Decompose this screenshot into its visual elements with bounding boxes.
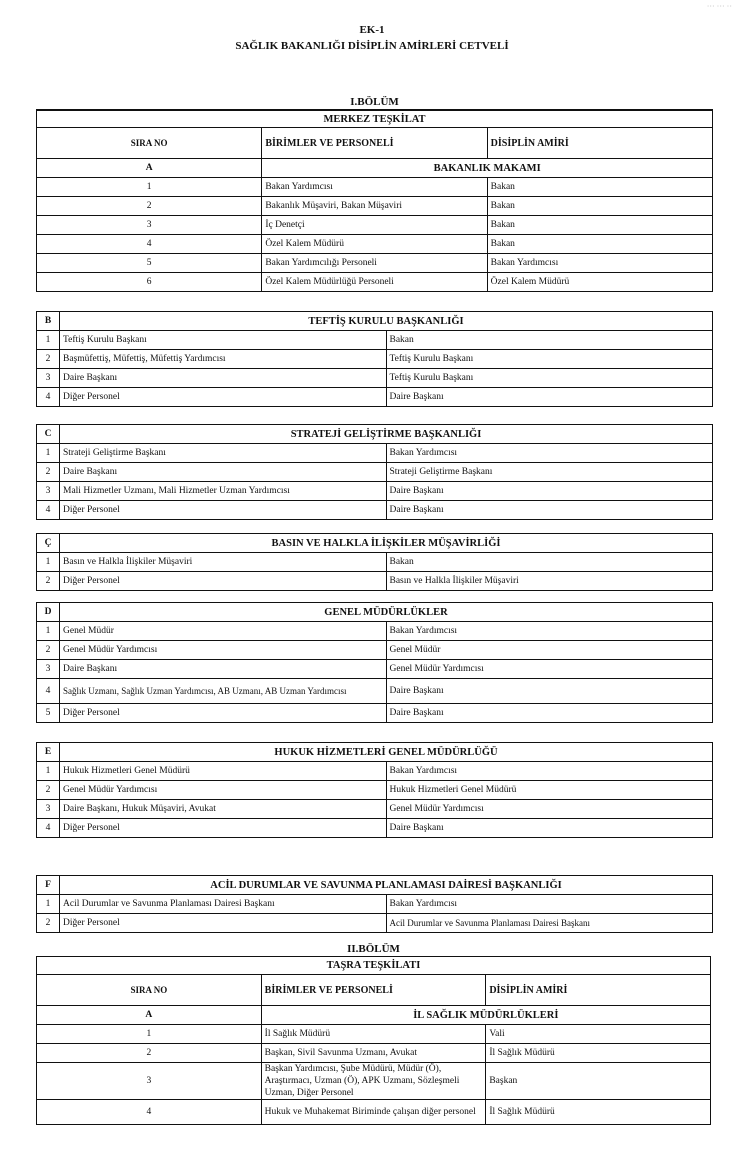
- row-superior: Başkan: [486, 1063, 711, 1100]
- row-superior: Acil Durumlar ve Savunma Planlaması Dairesi Başkanı: [386, 914, 713, 933]
- row-no: 4: [37, 1100, 262, 1125]
- group-title: STRATEJİ GELİŞTİRME BAŞKANLIĞI: [60, 425, 713, 444]
- group-code: F: [37, 876, 60, 895]
- row-unit: Başkan, Sivil Savunma Uzmanı, Avukat: [261, 1044, 486, 1063]
- row-superior: İl Sağlık Müdürü: [486, 1100, 711, 1125]
- group-title: BAKANLIK MAKAMI: [262, 159, 713, 178]
- group-table: [36, 742, 713, 838]
- row-superior: Bakan Yardımcısı: [386, 762, 713, 781]
- group-code: E: [37, 743, 60, 762]
- col-superior-header: DİSİPLİN AMİRİ: [487, 128, 712, 159]
- row-superior: Bakan: [487, 178, 712, 197]
- row-unit: Hukuk ve Muhakemat Biriminde çalışan diğer personel: [261, 1100, 486, 1125]
- table-row: [37, 369, 713, 388]
- row-unit: Strateji Geliştirme Başkanı: [60, 444, 387, 463]
- table-row: [37, 350, 713, 369]
- table-row: [37, 641, 713, 660]
- row-no: 1: [37, 553, 60, 572]
- group-table: [36, 533, 713, 591]
- row-unit: Başmüfettiş, Müfettiş, Müfettiş Yardımcısı: [60, 350, 387, 369]
- table-row: [37, 819, 713, 838]
- part1-header-block: [36, 95, 713, 292]
- part1-table-a: [36, 110, 713, 292]
- table-row: [37, 553, 713, 572]
- group-header: [37, 876, 713, 895]
- row-no: 2: [37, 914, 60, 933]
- group-code: D: [37, 603, 60, 622]
- group-table: [36, 311, 713, 407]
- row-no: 2: [37, 1044, 262, 1063]
- table-row: [37, 622, 713, 641]
- row-no: 1: [37, 331, 60, 350]
- table-row: [37, 444, 713, 463]
- row-unit: İç Denetçi: [262, 216, 487, 235]
- row-no: 2: [37, 350, 60, 369]
- row-unit: İl Sağlık Müdürü: [261, 1025, 486, 1044]
- row-unit: Hukuk Hizmetleri Genel Müdürü: [60, 762, 387, 781]
- row-unit: Genel Müdür Yardımcısı: [60, 641, 387, 660]
- row-no: 2: [37, 463, 60, 482]
- row-unit: Diğer Personel: [60, 819, 387, 838]
- annex-label: EK-1: [359, 24, 385, 36]
- table-row: [37, 501, 713, 520]
- row-no: 3: [37, 216, 262, 235]
- row-superior: Bakan: [487, 216, 712, 235]
- col-superior-header: DİSİPLİN AMİRİ: [486, 975, 711, 1006]
- row-unit: Bakan Yardımcısı: [262, 178, 487, 197]
- group-code: C: [37, 425, 60, 444]
- row-superior: Genel Müdür Yardımcısı: [386, 660, 713, 679]
- table-row: [37, 1044, 711, 1063]
- group-header: [37, 603, 713, 622]
- row-superior: Genel Müdür Yardımcısı: [386, 800, 713, 819]
- group-table: [36, 602, 713, 723]
- row-no: 3: [37, 369, 60, 388]
- group-title: TEFTİŞ KURULU BAŞKANLIĞI: [60, 312, 713, 331]
- table-row: [37, 762, 713, 781]
- row-unit: Daire Başkanı, Hukuk Müşaviri, Avukat: [60, 800, 387, 819]
- group-block-d: [36, 602, 713, 723]
- table-row: [37, 1025, 711, 1044]
- col-no-header: SIRA NO: [37, 128, 262, 159]
- part2-org-title: TAŞRA TEŞKİLATI: [37, 957, 711, 975]
- col-unit-header: BİRİMLER VE PERSONELİ: [261, 975, 486, 1006]
- group-code: A: [37, 159, 262, 178]
- group-block-c: [36, 424, 713, 520]
- group-title: ACİL DURUMLAR VE SAVUNMA PLANLAMASI DAİRESİ BAŞKANLIĞI: [60, 876, 713, 895]
- table-row: [37, 331, 713, 350]
- row-no: 1: [37, 1025, 262, 1044]
- row-no: 4: [37, 819, 60, 838]
- row-unit: Genel Müdür Yardımcısı: [60, 781, 387, 800]
- row-no: 2: [37, 641, 60, 660]
- row-no: 4: [37, 501, 60, 520]
- group-table: [36, 875, 713, 933]
- table-row: [37, 216, 713, 235]
- row-superior: Teftiş Kurulu Başkanı: [386, 369, 713, 388]
- group-block-f: [36, 875, 713, 933]
- row-superior: Strateji Geliştirme Başkanı: [386, 463, 713, 482]
- table-row: [37, 273, 713, 292]
- part1-org-title: MERKEZ TEŞKİLAT: [37, 111, 713, 128]
- group-header: [37, 743, 713, 762]
- group-code: Ç: [37, 534, 60, 553]
- row-superior: Bakan Yardımcısı: [386, 622, 713, 641]
- table-row: [37, 800, 713, 819]
- part1-column-header: [37, 128, 713, 159]
- row-no: 5: [37, 254, 262, 273]
- row-superior: Basın ve Halkla İlişkiler Müşaviri: [386, 572, 713, 591]
- group-table: [36, 424, 713, 520]
- row-no: 1: [37, 622, 60, 641]
- part2-block: [36, 942, 711, 1125]
- row-no: 1: [37, 178, 262, 197]
- group-header: [37, 534, 713, 553]
- part1-label: I.BÖLÜM: [36, 95, 713, 110]
- part2-table: [36, 956, 711, 1125]
- row-superior: Bakan Yardımcısı: [386, 895, 713, 914]
- row-no: 4: [37, 679, 60, 704]
- row-superior: Bakan Yardımcısı: [386, 444, 713, 463]
- row-superior: Bakan Yardımcısı: [487, 254, 712, 273]
- document-title: SAĞLIK BAKANLIĞI DİSİPLİN AMİRLERİ CETVELİ: [235, 40, 509, 52]
- part2-column-header: [37, 975, 711, 1006]
- group-title: HUKUK HİZMETLERİ GENEL MÜDÜRLÜĞÜ: [60, 743, 713, 762]
- row-unit: Bakan Yardımcılığı Personeli: [262, 254, 487, 273]
- col-no-header: SIRA NO: [37, 975, 262, 1006]
- row-superior: Özel Kalem Müdürü: [487, 273, 712, 292]
- group-code: A: [37, 1006, 262, 1025]
- group-block-e: [36, 742, 713, 838]
- part2-label: II.BÖLÜM: [347, 943, 400, 955]
- row-unit: Daire Başkanı: [60, 660, 387, 679]
- row-unit: Mali Hizmetler Uzmanı, Mali Hizmetler Uzman Yardımcısı: [60, 482, 387, 501]
- corner-mark: ··· ··· ··: [706, 2, 732, 11]
- group-title: İL SAĞLIK MÜDÜRLÜKLERİ: [261, 1006, 710, 1025]
- row-superior: İl Sağlık Müdürü: [486, 1044, 711, 1063]
- row-no: 1: [37, 444, 60, 463]
- row-no: 3: [37, 800, 60, 819]
- row-unit: Basın ve Halkla İlişkiler Müşaviri: [60, 553, 387, 572]
- row-unit: Daire Başkanı: [60, 369, 387, 388]
- group-title: BASIN VE HALKLA İLİŞKİLER MÜŞAVİRLİĞİ: [60, 534, 713, 553]
- group-header: [37, 312, 713, 331]
- group-header: [37, 159, 713, 178]
- row-unit: Özel Kalem Müdürlüğü Personeli: [262, 273, 487, 292]
- group-header: [37, 425, 713, 444]
- row-superior: Daire Başkanı: [386, 819, 713, 838]
- row-unit: Diğer Personel: [60, 704, 387, 723]
- row-superior: Bakan: [487, 197, 712, 216]
- table-row: [37, 254, 713, 273]
- row-no: 2: [37, 197, 262, 216]
- row-unit: Başkan Yardımcısı, Şube Müdürü, Müdür (Ö), Araştırmacı, Uzman (Ö), APK Uzmanı, Sözleşmeli Uzman, Diğer Personel: [261, 1063, 486, 1100]
- row-no: 3: [37, 1063, 262, 1100]
- row-superior: Bakan: [386, 553, 713, 572]
- group-block-b: [36, 311, 713, 407]
- row-superior: Daire Başkanı: [386, 679, 713, 704]
- group-block-c-cedilla: [36, 533, 713, 591]
- row-unit: Sağlık Uzmanı, Sağlık Uzman Yardımcısı, AB Uzmanı, AB Uzman Yardımcısı: [60, 679, 387, 704]
- table-row: [37, 463, 713, 482]
- row-unit: Diğer Personel: [60, 914, 387, 933]
- row-superior: Daire Başkanı: [386, 388, 713, 407]
- table-row: [37, 914, 713, 933]
- row-unit: Diğer Personel: [60, 501, 387, 520]
- table-row: [37, 197, 713, 216]
- row-unit: Bakanlık Müşaviri, Bakan Müşaviri: [262, 197, 487, 216]
- row-no: 4: [37, 388, 60, 407]
- row-no: 2: [37, 572, 60, 591]
- group-code: B: [37, 312, 60, 331]
- row-superior: Bakan: [386, 331, 713, 350]
- row-unit: Daire Başkanı: [60, 463, 387, 482]
- row-unit: Diğer Personel: [60, 388, 387, 407]
- row-unit: Diğer Personel: [60, 572, 387, 591]
- row-no: 3: [37, 660, 60, 679]
- table-row: [37, 388, 713, 407]
- table-row: [37, 781, 713, 800]
- row-unit: Genel Müdür: [60, 622, 387, 641]
- group-header: [37, 1006, 711, 1025]
- table-row: [37, 1063, 711, 1100]
- table-row: [37, 235, 713, 254]
- row-superior: Daire Başkanı: [386, 501, 713, 520]
- row-no: 3: [37, 482, 60, 501]
- row-no: 6: [37, 273, 262, 292]
- row-superior: Daire Başkanı: [386, 704, 713, 723]
- table-row: [37, 572, 713, 591]
- col-unit-header: BİRİMLER VE PERSONELİ: [262, 128, 487, 159]
- group-title: GENEL MÜDÜRLÜKLER: [60, 603, 713, 622]
- table-row: [37, 178, 713, 197]
- row-superior: Daire Başkanı: [386, 482, 713, 501]
- row-no: 1: [37, 762, 60, 781]
- table-row: [37, 482, 713, 501]
- row-unit: Acil Durumlar ve Savunma Planlaması Dairesi Başkanı: [60, 895, 387, 914]
- table-row: [37, 679, 713, 704]
- table-row: [37, 660, 713, 679]
- row-no: 4: [37, 235, 262, 254]
- table-row: [37, 895, 713, 914]
- row-superior: Hukuk Hizmetleri Genel Müdürü: [386, 781, 713, 800]
- row-no: 2: [37, 781, 60, 800]
- row-unit: Özel Kalem Müdürü: [262, 235, 487, 254]
- row-superior: Genel Müdür: [386, 641, 713, 660]
- row-superior: Teftiş Kurulu Başkanı: [386, 350, 713, 369]
- row-no: 5: [37, 704, 60, 723]
- row-unit: Teftiş Kurulu Başkanı: [60, 331, 387, 350]
- row-no: 1: [37, 895, 60, 914]
- row-superior: Vali: [486, 1025, 711, 1044]
- table-row: [37, 704, 713, 723]
- table-row: [37, 1100, 711, 1125]
- row-superior: Bakan: [487, 235, 712, 254]
